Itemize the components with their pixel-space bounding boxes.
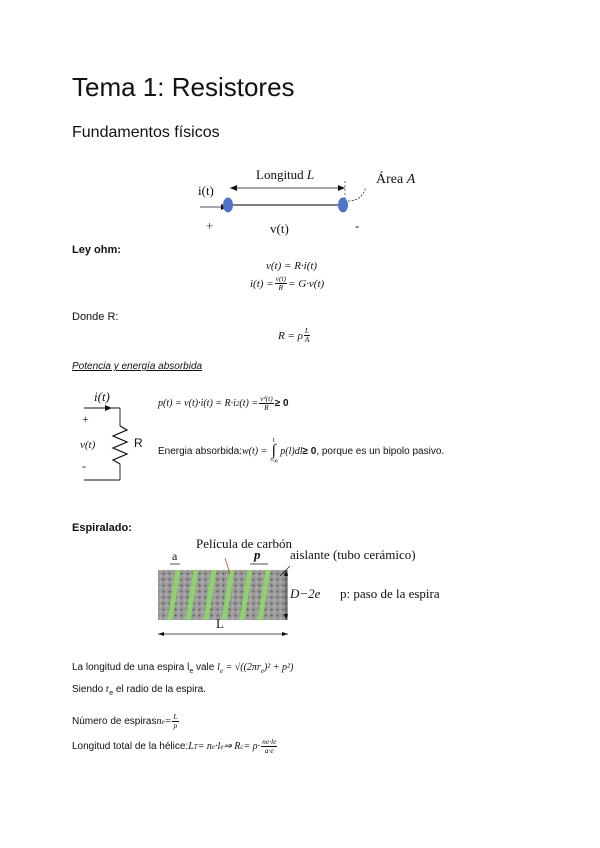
- resistor-circuit: [76, 388, 156, 483]
- spiral-length-line: [72, 662, 293, 675]
- power-eq-rhs: ≥ 0: [274, 398, 289, 409]
- line4-sub-T: T: [193, 742, 198, 751]
- ohm-eq-2-rhs: = G·v(t): [288, 277, 325, 290]
- area-pointer: [348, 187, 366, 201]
- ohm-eq-1: v(t) = R·i(t): [266, 260, 318, 272]
- energy-rhs: ≥ 0: [302, 445, 317, 457]
- d-label: D−2e: [290, 586, 321, 601]
- minus-sign: -: [355, 218, 360, 233]
- energy-eq: w(t) =: [241, 445, 268, 457]
- integral: [269, 437, 278, 465]
- energy-line: [158, 437, 444, 465]
- area-label: [376, 172, 415, 188]
- length-text: Longitud: [256, 167, 304, 182]
- integral-lower: −∞: [269, 457, 279, 465]
- power-equation: [158, 395, 289, 412]
- L-arrow-right: [282, 632, 288, 636]
- line4-eq2: = n: [197, 741, 212, 752]
- power-eq-den: R: [264, 403, 269, 412]
- voltage-label: v(t): [270, 221, 289, 236]
- ohm-eq-2-num: v(t): [275, 274, 287, 283]
- energy-integrand: p(l)dl: [280, 445, 303, 457]
- energy-text: Energia absorbida:: [158, 445, 242, 457]
- insulator-label: aislante (tubo cerámico): [290, 547, 416, 562]
- donde-label: Donde R:: [72, 311, 119, 323]
- line1-sub: e: [189, 668, 194, 675]
- energy-tail: , porque es un bipolo pasivo.: [316, 445, 445, 457]
- line3-fraction: [172, 713, 178, 730]
- length-arrow-head-left: [230, 185, 237, 191]
- circuit-current-arrow: [105, 405, 112, 411]
- line1-pre: La longitud de una espira l: [72, 662, 190, 673]
- ley-ohm-heading: Ley ohm:: [72, 244, 121, 256]
- line1-mid: vale: [193, 662, 218, 673]
- current-label: i(t): [198, 183, 214, 198]
- circuit-svg: [76, 388, 156, 483]
- spiral-resistor-diagram: [150, 536, 460, 642]
- line1-eq-rhs: = √((2πr: [223, 662, 261, 673]
- line3-eq: =: [164, 716, 172, 727]
- line4-fraction: [261, 738, 277, 755]
- length-var: L: [306, 167, 315, 182]
- integral-upper: t: [272, 436, 275, 444]
- length-label: [256, 167, 314, 183]
- line3-num: L: [173, 712, 178, 721]
- line4-sub-e2: e: [220, 742, 224, 751]
- power-eq-num: v²(t): [260, 394, 273, 403]
- spiral-count-line: [72, 713, 180, 730]
- ohm-eq-2-lhs: i(t) =: [250, 277, 274, 290]
- wire-end-right: [338, 198, 348, 213]
- line3-sub: e: [161, 717, 165, 726]
- power-eq-sup: 2: [235, 399, 240, 408]
- resistance-den: A: [304, 335, 310, 344]
- ohm-eq-2: [250, 275, 324, 292]
- resistance-num: L: [304, 326, 310, 335]
- L-label: L: [216, 616, 224, 631]
- resistance-formula: [278, 327, 311, 344]
- film-label: Película de carbón: [196, 536, 293, 551]
- page-title: Tema 1: Resistores: [72, 72, 295, 102]
- line4-eq3: ·l: [215, 741, 221, 752]
- helix-length-line: [72, 738, 278, 755]
- ohm-eq-2-den: R: [278, 283, 284, 292]
- line4-eq5: = ρ·: [243, 741, 261, 752]
- line3-den: p: [173, 721, 178, 730]
- line1-eq-sub: e: [219, 667, 224, 675]
- line3-pre: Número de espiras: [72, 716, 157, 727]
- section-title: Fundamentos físicos: [72, 124, 220, 141]
- area-var: A: [406, 172, 416, 187]
- circuit-minus: -: [82, 459, 86, 473]
- resistor-wire-diagram: [190, 165, 430, 240]
- potencia-heading: Potencia y energía absorbida: [72, 361, 203, 372]
- line4-pre: Longitud total de la hélice:: [72, 741, 189, 752]
- plus-sign: +: [206, 218, 214, 233]
- resistance-lhs: R = ρ: [278, 329, 303, 342]
- resistor-zigzag: [113, 426, 127, 464]
- circuit-current-label: i(t): [94, 389, 110, 404]
- a-label: a: [172, 549, 178, 563]
- resistance-fraction: [304, 327, 310, 344]
- line4-sub-c: c: [240, 742, 244, 751]
- pitch-label: p: paso de la espira: [340, 586, 440, 601]
- power-eq-fraction: [259, 395, 274, 412]
- line1-eq-r-sub: e: [260, 667, 264, 675]
- p-label: p: [254, 547, 261, 562]
- circuit-plus: +: [82, 412, 89, 426]
- line1-eq: l: [217, 662, 220, 673]
- circuit-R-label: R: [134, 436, 143, 450]
- integral-sign: ∫: [271, 442, 276, 459]
- line3-var: n: [156, 716, 162, 727]
- L-arrow-left: [158, 632, 164, 636]
- line4-eq: L: [188, 741, 194, 752]
- length-arrow-head-right: [338, 185, 345, 191]
- ohm-eq-2-fraction: [275, 275, 287, 292]
- line4-sub-e1: e: [211, 742, 216, 751]
- circuit-voltage-label: v(t): [80, 439, 96, 451]
- line4-den: a·e: [264, 746, 274, 755]
- line4-eq4: ⇒ R: [223, 741, 241, 752]
- area-text: Área: [376, 172, 404, 187]
- power-eq-lhs: p(t) = v(t)·i(t) = R·i: [158, 398, 236, 409]
- wire-end-left: [223, 198, 233, 213]
- line2-sub: e: [109, 690, 114, 697]
- line2-post: el radio de la espira.: [113, 684, 206, 695]
- power-eq-mid: (t) =: [239, 398, 259, 409]
- espiralado-heading: Espiralado:: [72, 522, 132, 534]
- line2-pre: Siendo r: [72, 684, 110, 695]
- line4-num: ne·le: [262, 737, 277, 746]
- spiral-radius-line: [72, 684, 206, 697]
- line1-eq-tail: )² + p²): [263, 662, 294, 673]
